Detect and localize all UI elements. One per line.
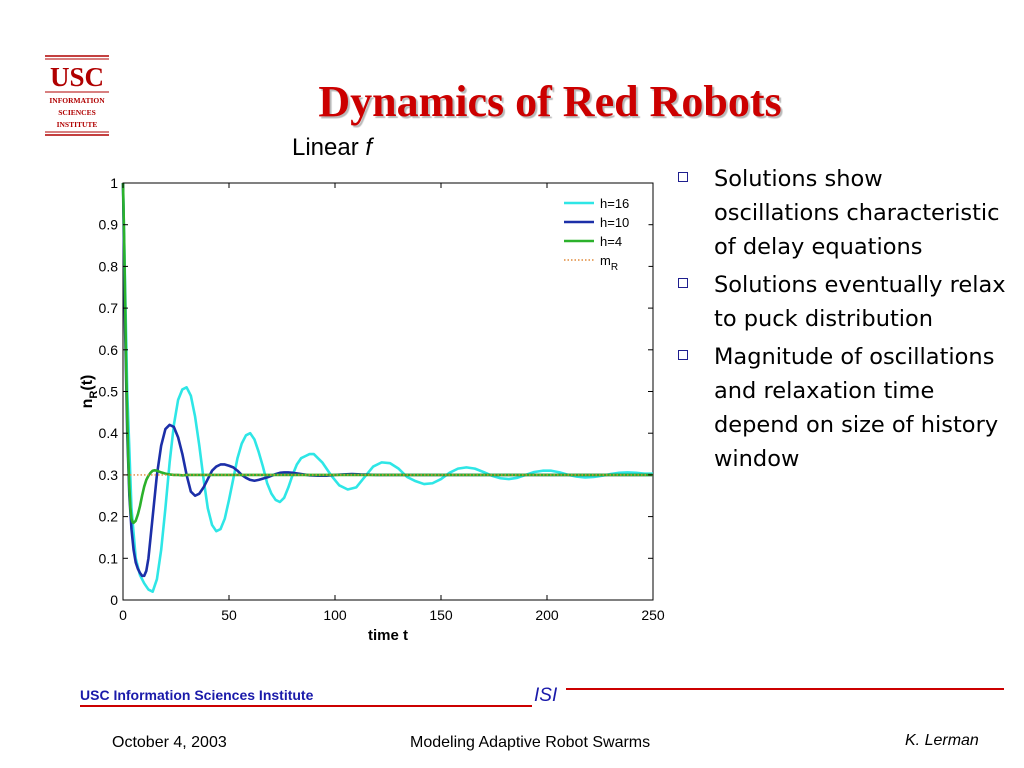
x-tick-label: 150: [429, 607, 453, 623]
bullet-item: [676, 340, 1006, 476]
x-tick-label: 100: [323, 607, 347, 623]
x-tick-label: 200: [535, 607, 559, 623]
footer-org: USC Information Sciences Institute: [80, 687, 314, 703]
bullet-text: Solutions show oscillations characteristic of delay equations: [714, 166, 1000, 260]
x-tick-label: 50: [221, 607, 237, 623]
y-tick-label: 0.8: [98, 258, 118, 275]
footer-isi: ISI: [534, 685, 558, 706]
footer-presentation-title: Modeling Adaptive Robot Swarms: [410, 734, 651, 751]
bullet-item: [676, 162, 1006, 264]
y-tick-label: 0.2: [98, 508, 118, 525]
legend-label: h=4: [600, 234, 623, 249]
footer-divider-left: [80, 705, 532, 707]
x-tick-label: 250: [641, 607, 665, 623]
bullet-item: [676, 268, 1006, 336]
y-tick-label: 0.7: [98, 300, 118, 317]
line-chart: [70, 170, 670, 650]
y-axis-label: $n_R(t)$: [79, 374, 100, 409]
logo-usc: USC: [49, 62, 105, 92]
subtitle-text: Linear: [292, 134, 366, 161]
logo-institute: INSTITUTE: [56, 120, 98, 129]
square-bullet-icon: [678, 350, 688, 360]
y-tick-label: 0: [110, 592, 118, 608]
logo-information: INFORMATION: [49, 96, 105, 105]
y-tick-label: 0.4: [98, 425, 118, 442]
square-bullet-icon: [678, 172, 688, 182]
subtitle-variable: f: [365, 134, 373, 161]
footer-divider-right: [566, 688, 1004, 690]
x-tick-label: 0: [119, 607, 127, 623]
legend-label: $m_R$: [600, 253, 619, 273]
slide-title: Dynamics of Red Robots: [318, 77, 782, 126]
y-tick-label: 0.9: [98, 216, 118, 233]
y-tick-label: 0.3: [98, 466, 118, 483]
chart-subtitle: [292, 134, 372, 162]
legend-label: h=16: [600, 196, 630, 211]
y-tick-label: 1: [110, 175, 118, 191]
bullet-list: [676, 162, 1006, 480]
y-tick-label: 0.1: [98, 550, 118, 567]
footer-date: October 4, 2003: [112, 734, 227, 751]
bullet-text: Magnitude of oscillations and relaxation time depend on size of history window: [714, 344, 999, 472]
x-axis-label: time t: [367, 627, 409, 644]
footer-author: K. Lerman: [905, 732, 979, 749]
square-bullet-icon: [678, 278, 688, 288]
bullet-text: Solutions eventually relax to puck distribution: [714, 272, 1006, 332]
usc-isi-logo: [43, 54, 111, 136]
y-tick-label: 0.5: [98, 383, 118, 400]
logo-sciences: SCIENCES: [58, 108, 96, 117]
legend-label: h=10: [600, 215, 630, 230]
y-tick-label: 0.6: [98, 341, 118, 358]
